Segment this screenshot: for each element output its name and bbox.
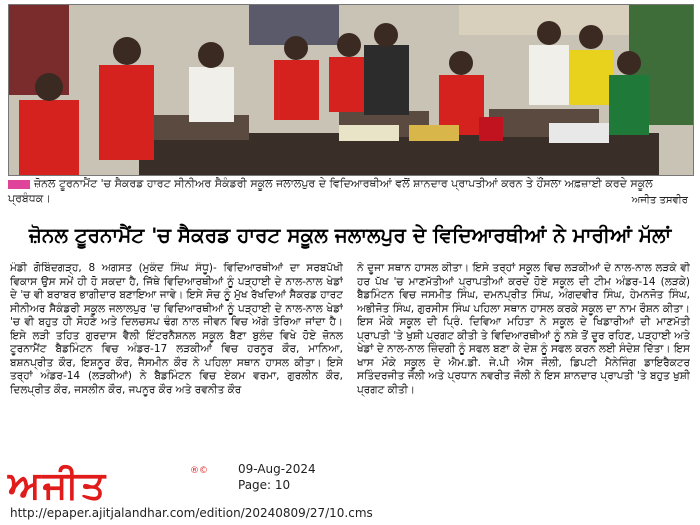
article-body bbox=[10, 262, 690, 462]
article-headline: ਜ਼ੋਨਲ ਟੂਰਨਾਮੈਂਟ 'ਚ ਸੈਕਰਡ ਹਾਰਟ ਸਕੂਲ ਜਲਾਲਪੁਰ ਦੇ ਵਿਦਿਆਰਥੀਆਂ ਨੇ ਮਾਰੀਆਂ ਮੱਲਾਂ bbox=[28, 223, 672, 247]
caption-marker bbox=[8, 180, 30, 189]
page-footer bbox=[0, 462, 700, 525]
ajit-logo: ਅਜੀਤ bbox=[8, 462, 108, 507]
article-column-2: ਨੇ ਦੂਜਾ ਸਥਾਨ ਹਾਸਲ ਕੀਤਾ। ਇਸੇ ਤਰ੍ਹਾਂ ਸਕੂਲ ਵਿਚ ਲੜਕੀਆਂ ਦੇ ਨਾਲ-ਨਾਲ ਲੜਕੇ ਵੀ ਹਰ ਪੱਖ 'ਚ ਮਾਣਮੱਤੀਆਂ ਪ੍ਰਾਪਤੀਆਂ ਕਰਦੇ ਹੋਏ ਸਕੂਲ ਦੀ ਟੀਮ ਅੰਡਰ-14 (ਲੜਕੇ) ਬੈਡਮਿੰਟਨ ਵਿਚ ਜਸਮੀਤ ਸਿੰਘ, ਦਮਨਪ੍ਰੀਤ ਸਿੰਘ, ਅੰਗਦਵੀਰ ਸਿੰਘ, ਹੇਮਨਜੋਤ ਸਿੰਘ, ਅਭੀਜੋਤ ਸਿੰਘ, ਗੁਰਸੀਸ ਸਿੰਘ ਪਹਿਲਾ ਸਥਾਨ ਹਾਸਲ ਕਰਕੇ ਸਕੂਲ ਦਾ ਨਾਮ ਰੌਸ਼ਨ ਕੀਤਾ। ਇਸ ਮੌਕੇ ਸਕੂਲ ਦੀ ਪ੍ਰਿੰ. ਦਿਵਿਆ ਮਹਿਤਾ ਨੇ ਸਕੂਲ ਦੇ ਖਿਡਾਰੀਆਂ ਦੀ ਮਾਣਮੱਤੀ ਪ੍ਰਾਪਤੀ 'ਤੇ ਖੁਸ਼ੀ ਪ੍ਰਗਟ ਕੀਤੀ ਤੇ ਵਿਦਿਆਰਥੀਆਂ ਨੂੰ ਨਸ਼ੇ ਤੋਂ ਦੂਰ ਰਹਿਣ, ਪੜ੍ਹਾਈ ਅਤੇ ਖੇਡਾਂ ਦੇ ਨਾਲ-ਨਾਲ ਜ਼ਿੰਦਗੀ ਨੂੰ ਸਫਲ ਬਣਾ ਕੇ ਦੇਸ਼ ਨੂੰ ਸਫਲ ਕਰਨ ਲਈ ਸੰਦੇਸ਼ ਦਿੱਤਾ। ਇਸ ਖਾਸ ਮੌਕੇ ਸਕੂਲ ਦੇ ਐਮ.ਡੀ. ਜੇ.ਪੀ ਐਸ ਜੌਲੀ, ਡਿਪਟੀ ਮੈਨੇਜਿੰਗ ਡਾਇਰੈਕਟਰ ਸਤਿੰਦਰਜੀਤ ਜੌਲੀ ਅਤੇ ਪ੍ਰਧਾਨ ਨਵਰੀਤ ਜੌਲੀ ਨੇ ਇਸ ਸ਼ਾਨਦਾਰ ਪ੍ਰਾਪਤੀ 'ਤੇ ਬਹੁਤ ਖੁਸ਼ੀ ਪ੍ਰਗਟ ਕੀਤੀ। bbox=[357, 262, 690, 396]
registered-mark: ®© bbox=[190, 466, 208, 476]
news-photo bbox=[8, 4, 694, 176]
article-column-1: ਮੰਡੀ ਗੋਬਿੰਦਗੜ੍ਹ, 8 ਅਗਸਤ (ਮੁਕੰਦ ਸਿੰਘ ਸੰਧੂ)- ਵਿਦਿਆਰਥੀਆਂ ਦਾ ਸਰਬਪੱਖੀ ਵਿਕਾਸ ਉਸ ਸਮੇਂ ਹੀ ਹੋ ਸਕਦਾ ਹੈ, ਜਿੱਥੇ ਵਿਦਿਆਰਥੀਆਂ ਨੂੰ ਪੜ੍ਹਾਈ ਦੇ ਨਾਲ-ਨਾਲ ਖੇਡਾਂ ਦੇ 'ਚ ਵੀ ਬਰਾਬਰ ਭਾਗੀਦਾਰ ਬਣਾਇਆ ਜਾਵੇ। ਇਸੇ ਸੋਚ ਨੂੰ ਮੁੱਖ ਰੱਖਦਿਆਂ ਸੈਕਰਡ ਹਾਰਟ ਸੀਨੀਅਰ ਸੈਕੰਡਰੀ ਸਕੂਲ ਜਲਾਲਪੁਰ 'ਚ ਵਿਦਿਆਰਥੀਆਂ ਨੂੰ ਪੜ੍ਹਾਈ ਦੇ ਨਾਲ-ਨਾਲ ਖੇਡਾਂ 'ਚ ਵੀ ਬਹੁਤ ਹੀ ਸੋਹਣੇ ਅਤੇ ਦਿਲਚਸਪ ਢੰਗ ਨਾਲ ਜੀਵਨ ਵਿਚ ਅੱਗੇ ਤੋਰਿਆ ਜਾਂਦਾ ਹੈ। ਇਸੇ ਲੜੀ ਤਹਿਤ ਗੁਰਦਾਸ ਵੈਲੀ ਇੰਟਰਨੈਸ਼ਨਲ ਸਕੂਲ ਬੈਣਾ ਬੁਲੰਦ ਵਿਖੇ ਹੋਏ ਜ਼ੋਨਲ ਟੂਰਨਾਮੈਂਟ ਬੈਡਮਿੰਟਨ ਵਿਚ ਅੰਡਰ-17 ਲੜਕੀਆਂ ਵਿਚ ਹਰਨੂਰ ਕੌਰ, ਮਾਨਿਆ, ਬਸ਼ਨਪ੍ਰੀਤ ਕੌਰ, ਇਸ਼ਨੂਰ ਕੌਰ, ਜੈਸਮੀਨ ਕੌਰ ਨੇ ਪਹਿਲਾ ਸਥਾਨ ਹਾਸਲ ਕੀਤਾ। ਇਸੇ ਤਰ੍ਹਾਂ ਅੰਡਰ-14 (ਲੜਕੀਆਂ) ਨੇ ਬੈਡਮਿੰਟਨ ਵਿਚ ਏਕਮ ਵਰਮਾ, ਗੁਰਲੀਨ ਕੌਰ, ਦਿਲਪ੍ਰੀਤ ਕੌਰ, ਜਸਲੀਨ ਕੌਰ, ਜਪਨੂਰ ਕੌਰ ਅਤੇ ਰਵਨੀਤ ਕੌਰ bbox=[10, 262, 343, 396]
group-photo-icon bbox=[9, 5, 693, 175]
photo-caption bbox=[8, 176, 692, 210]
page-number: Page: 10 bbox=[238, 478, 291, 492]
photo-credit: ਅਜੀਤ ਤਸਵੀਰ bbox=[631, 195, 688, 206]
source-url[interactable]: http://epaper.ajitjalandhar.com/edition/20240809/27/10.cms bbox=[10, 506, 373, 520]
edition-date: 09-Aug-2024 bbox=[238, 462, 316, 476]
caption-text: ਜ਼ੋਨਲ ਟੂਰਨਾਮੈਂਟ 'ਚ ਸੈਕਰਡ ਹਾਰਟ ਸੀਨੀਅਰ ਸੈਕੰਡਰੀ ਸਕੂਲ ਜਲਾਲਪੁਰ ਦੇ ਵਿਦਿਆਰਥੀਆਂ ਵਲੋਂ ਸ਼ਾਨਦਾਰ ਪ੍ਰਾਪਤੀਆਂ ਕਰਨ ਤੇ ਹੌਂਸਲਾ ਅਫ਼ਜ਼ਾਈ ਕਰਦੇ ਸਕੂਲ ਪ੍ਰਬੰਧਕ। bbox=[8, 177, 653, 205]
